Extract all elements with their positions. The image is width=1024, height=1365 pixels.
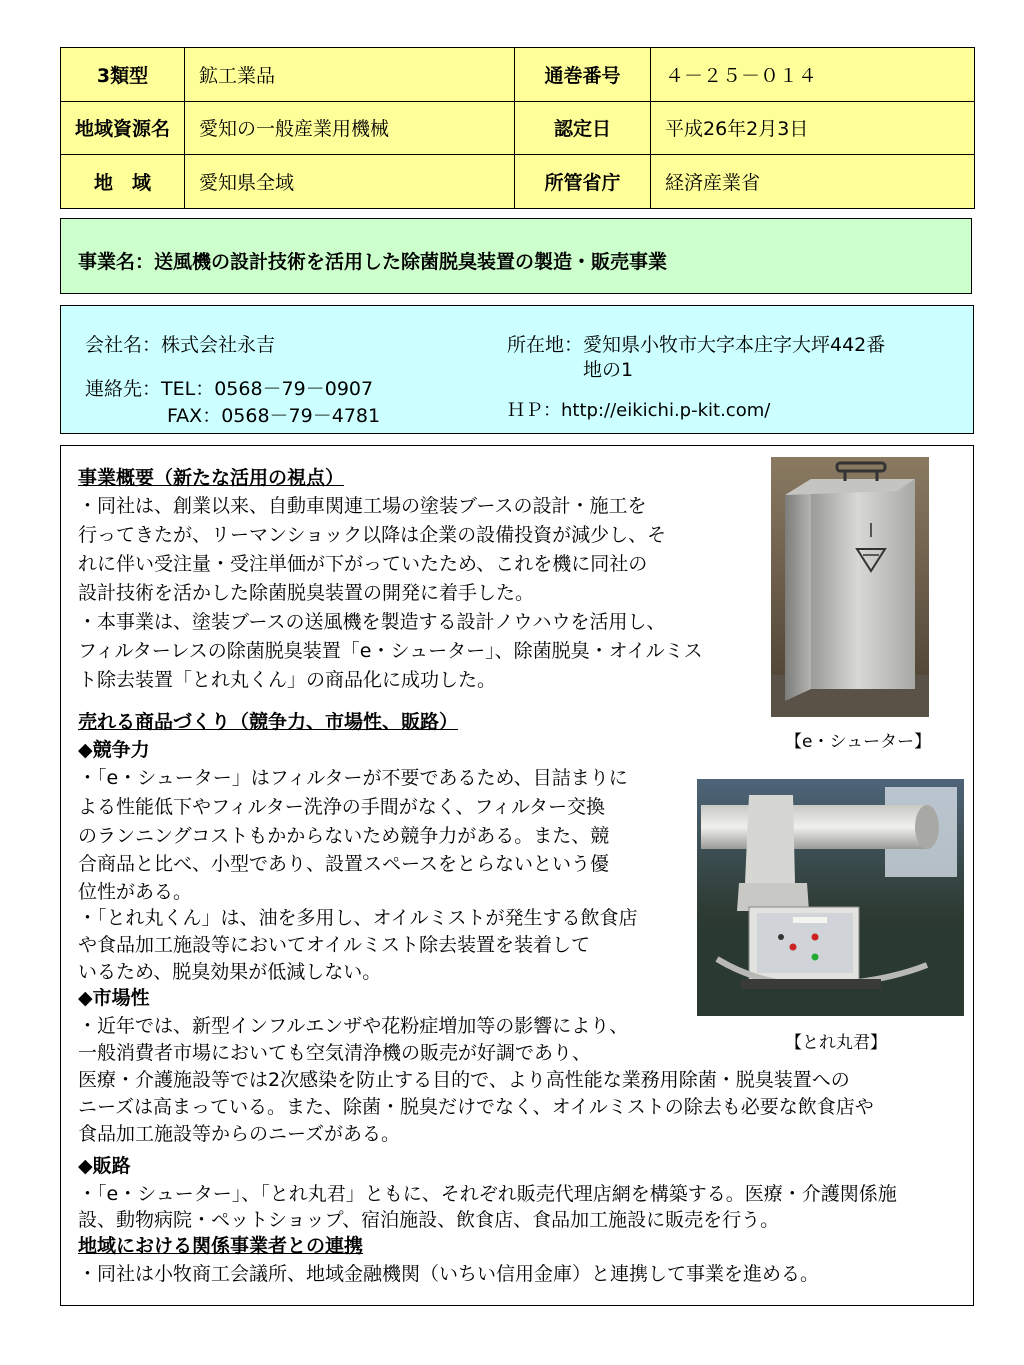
resource-value: 愛知の一般産業用機械 xyxy=(185,101,515,155)
competition-line: や食品加工施設等においてオイルミスト除去装置を装着して xyxy=(78,934,591,956)
info-row xyxy=(61,155,975,209)
market-line: 一般消費者市場においても空気清浄機の販売が好調であり、 xyxy=(78,1042,592,1064)
market-heading: ◆市場性 xyxy=(78,987,150,1009)
competition-line: ・「とれ丸くん」は、油を多用し、オイルミストが発生する飲食店 xyxy=(78,907,638,929)
info-row xyxy=(61,48,975,102)
overview-line: ・同社は、創業以来、自動車関連工場の塗装ブースの設計・施工を xyxy=(78,495,647,517)
channel-heading: ◆販路 xyxy=(78,1155,131,1177)
competition-line: よる性能低下やフィルター洗浄の手間がなく、フィルター交換 xyxy=(78,796,606,818)
info-table xyxy=(60,47,975,209)
region-value: 愛知県全域 xyxy=(185,155,515,209)
market-line: 食品加工施設等からのニーズがある。 xyxy=(78,1123,401,1145)
photo1-caption: 【e・シューター】 xyxy=(785,732,932,752)
serial-value: ４－２５－０１４ xyxy=(651,48,975,102)
market-line: ・近年では、新型インフルエンザや花粉症増加等の影響により、 xyxy=(78,1015,629,1037)
photo2-caption: 【とれ丸君】 xyxy=(785,1033,887,1053)
selling-heading: 売れる商品づくり（競争力、市場性、販路） xyxy=(78,711,459,733)
overview-line: ・本事業は、塗装ブースの送風機を製造する設計ノウハウを活用し、 xyxy=(78,611,666,633)
company-address-line2: 地の1 xyxy=(583,359,634,381)
ministry-label: 所管省庁 xyxy=(515,155,651,209)
approval-label: 認定日 xyxy=(515,101,651,155)
project-name: 事業名：送風機の設計技術を活用した除菌脱臭装置の製造・販売事業 xyxy=(78,251,668,273)
company-tel: 連絡先：TEL：0568－79－0907 xyxy=(85,378,374,400)
company-box xyxy=(60,305,974,434)
competition-heading: ◆競争力 xyxy=(78,739,150,761)
info-row xyxy=(61,101,975,155)
channel-line: 設、動物病院・ペットショップ、宿泊施設、飲食店、食品加工施設に販売を行う。 xyxy=(78,1209,780,1231)
company-name: 会社名：株式会社永吉 xyxy=(85,334,276,356)
project-box xyxy=(60,218,972,294)
region-label: 地 域 xyxy=(61,155,185,209)
resource-label: 地域資源名 xyxy=(61,101,185,155)
overview-line: フィルターレスの除菌脱臭装置「e・シューター」、除菌脱臭・オイルミス xyxy=(78,640,703,662)
e-shooter-photo xyxy=(771,457,929,717)
overview-line: 設計技術を活かした除菌脱臭装置の開発に着手した。 xyxy=(78,582,535,604)
competition-line: のランニングコストもかからないため競争力がある。また、競 xyxy=(78,825,610,847)
overview-line: 行ってきたが、リーマンショック以降は企業の設備投資が減少し、そ xyxy=(78,524,667,546)
collaboration-line: ・同社は小牧商工会議所、地域金融機関（いちい信用金庫）と連携して事業を進める。 xyxy=(78,1263,820,1285)
company-fax: FAX：0568－79－4781 xyxy=(167,405,381,427)
ministry-value: 経済産業省 xyxy=(651,155,975,209)
market-line: ニーズは高まっている。また、除菌・脱臭だけでなく、オイルミストの除去も必要な飲食店や xyxy=(78,1096,874,1118)
competition-line: 合商品と比べ、小型であり、設置スペースをとらないという優 xyxy=(78,853,610,875)
toremaru-photo xyxy=(697,779,964,1016)
competition-line: 位性がある。 xyxy=(78,881,193,903)
company-homepage: ＨＰ：http://eikichi.p-kit.com/ xyxy=(507,400,771,421)
serial-label: 通巻番号 xyxy=(515,48,651,102)
type-value: 鉱工業品 xyxy=(185,48,515,102)
competition-line: いるため、脱臭効果が低減しない。 xyxy=(78,961,382,983)
company-address-line1: 所在地：愛知県小牧市大字本庄字大坪442番 xyxy=(507,334,886,356)
overview-line: れに伴い受注量・受注単価が下がっていたため、これを機に同社の xyxy=(78,553,648,575)
channel-line: ・「e・シューター」、「とれ丸君」ともに、それぞれ販売代理店網を構築する。医療・介護関係施 xyxy=(78,1183,897,1205)
market-line: 医療・介護施設等では2次感染を防止する目的で、より高性能な業務用除菌・脱臭装置への xyxy=(78,1069,850,1091)
approval-value: 平成26年2月3日 xyxy=(651,101,975,155)
competition-line: ・「e・シューター」はフィルターが不要であるため、目詰まりに xyxy=(78,767,628,789)
type-label: 3類型 xyxy=(61,48,185,102)
overview-heading: 事業概要（新たな活用の視点） xyxy=(78,467,345,489)
collaboration-heading: 地域における関係事業者との連携 xyxy=(78,1235,364,1257)
overview-line: ト除去装置「とれ丸くん」の商品化に成功した。 xyxy=(78,669,497,691)
